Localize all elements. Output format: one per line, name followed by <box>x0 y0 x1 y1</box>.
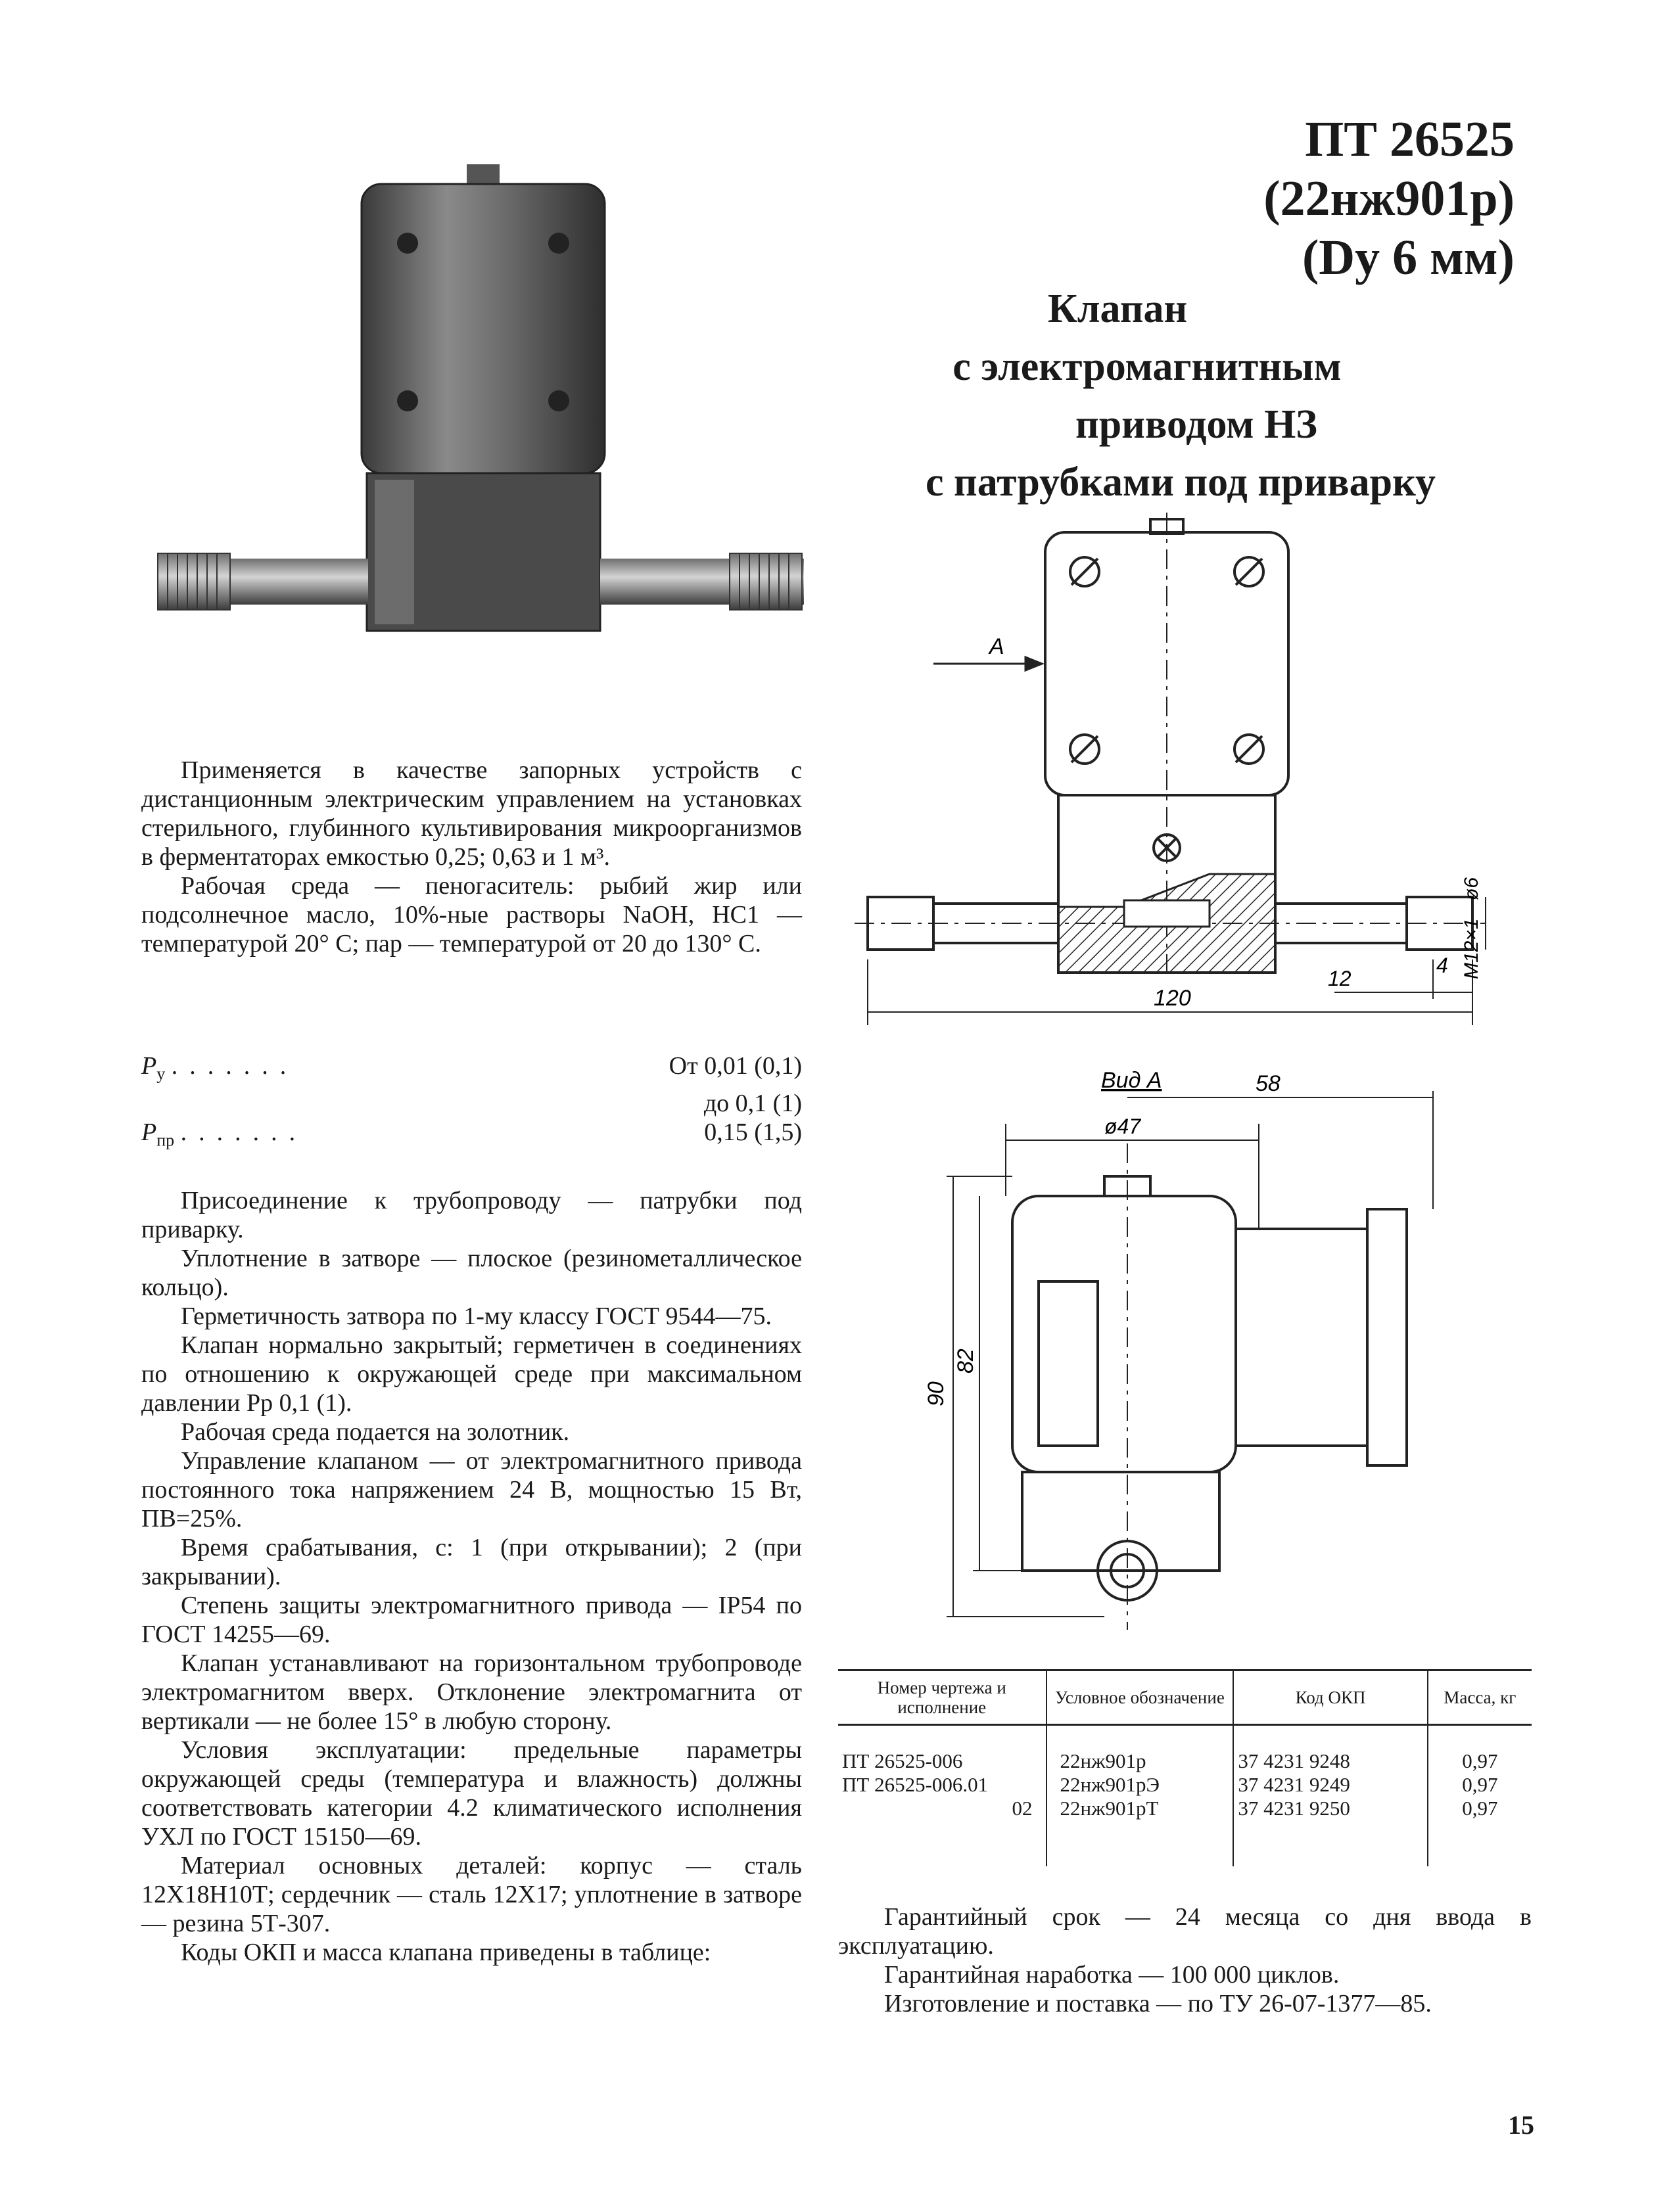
spec-medium-supply: Рабочая среда подается на золотник. <box>181 1418 570 1446</box>
table-cell-okp: 37 4231 9250 <box>1233 1797 1427 1866</box>
spec-materials: Материал основных деталей: корпус — сталь 12Х18Н10Т; сердечник — сталь 12Х17; уплотнение в затворе — резина 5Т-307. <box>141 1852 802 1937</box>
param-py-label: $P_у$ ....... <box>141 1052 298 1084</box>
okp-table <box>838 1669 1532 1866</box>
view-a-label: Вид А <box>1101 1068 1162 1093</box>
spec-response-time: Время срабатывания, с: 1 (при открывании); 2 (при закрывании). <box>141 1534 802 1590</box>
param-py-value-1: От 0,01 (0,1) <box>669 1052 802 1080</box>
table-cell-designation: 22нж901рТ <box>1046 1797 1234 1866</box>
valve-section-drawing <box>841 506 1499 1032</box>
spec-installation: Клапан устанавливают на горизонтальном трубопроводе электромагнитом вверх. Отклонение электромагнита от вертикали — не более 15° в любую сторону. <box>141 1649 802 1735</box>
dim-length-120: 120 <box>1154 986 1191 1011</box>
param-py-value-2: до 0,1 (1) <box>703 1089 802 1117</box>
table-header-okp-code: Код ОКП <box>1233 1671 1427 1725</box>
specs-block <box>141 1186 802 1967</box>
table-cell-okp: 37 4231 9248 <box>1233 1725 1427 1774</box>
description-working-medium: Рабочая среда — пеногаситель: рыбий жир или подсолнечное масло, 10%-ные растворы NaOH, НС1 — температурой 20° С; пар — температурой от 20 до 130° С. <box>141 872 802 957</box>
spec-normally-closed: Клапан нормально закрытый; герметичен в соединениях по отношению к окружающей среде при максимальном давлении Pр 0,1 (1). <box>141 1331 802 1417</box>
warranty-operating-time: Гарантийная наработка — 100 000 циклов. <box>884 1961 1340 1989</box>
table-cell-okp: 37 4231 9249 <box>1233 1773 1427 1797</box>
param-ppr-label: $P_{пр}$ ....... <box>141 1118 308 1150</box>
table-cell-drawing: 02 <box>1012 1797 1033 1820</box>
dim-diameter-47: ø47 <box>1104 1115 1141 1138</box>
table-cell-designation: 22нж901р <box>1046 1725 1234 1774</box>
table-header-mass: Масса, кг <box>1428 1671 1532 1725</box>
table-cell-mass: 0,97 <box>1428 1773 1532 1797</box>
description-block <box>141 756 802 958</box>
spec-operating-conditions: Условия эксплуатации: предельные параметры окружающей среды (температура и влажность) должны соответствовать категории 4.2 климатического исполнения УХЛ по ГОСТ 15150—69. <box>141 1736 802 1851</box>
table-cell-drawing: ПТ 26525-006.01 <box>842 1773 989 1796</box>
table-cell-mass: 0,97 <box>1428 1797 1532 1866</box>
table-cell-designation: 22нж901рЭ <box>1046 1773 1234 1797</box>
table-row <box>838 1725 1532 1774</box>
param-ppr-value: 0,15 (1,5) <box>704 1118 802 1146</box>
spec-tightness: Герметичность затвора по 1-му классу ГОСТ 9544—75. <box>181 1302 772 1330</box>
nominal-diameter: (Dу 6 мм) <box>1302 230 1515 285</box>
dim-82: 82 <box>953 1348 978 1373</box>
table-header-drawing-number: Номер чертежа и исполнение <box>838 1671 1046 1725</box>
spec-table-ref: Коды ОКП и масса клапана приведены в таблице: <box>181 1939 711 1966</box>
pressure-params <box>141 1051 802 1155</box>
warranty-block <box>838 1902 1532 2018</box>
section-arrow-label: А <box>989 634 1004 659</box>
dim-diameter-6: ø6 <box>1461 877 1482 900</box>
valve-photo <box>138 145 822 644</box>
dim-4: 4 <box>1436 954 1448 977</box>
description-application: Применяется в качестве запорных устройств с дистанционным электрическим управлением на установках стерильного, глубинного культивирования микроорганизмов в ферментаторах емкостью 0,25; 0,63 и 1 м³. <box>141 756 802 871</box>
table-header-row <box>838 1671 1532 1725</box>
dim-12: 12 <box>1328 967 1352 990</box>
table-cell-mass: 0,97 <box>1428 1725 1532 1774</box>
spec-seal: Уплотнение в затворе — плоское (резинометаллическое кольцо). <box>141 1245 802 1301</box>
table-cell-drawing: ПТ 26525-006 <box>842 1749 963 1772</box>
dim-58: 58 <box>1256 1071 1281 1096</box>
table-row <box>838 1773 1532 1797</box>
dim-thread-m12: М12×1 <box>1461 918 1482 979</box>
warranty-period: Гарантийный срок — 24 месяца со дня ввода в эксплуатацию. <box>838 1903 1532 1960</box>
spec-control: Управление клапаном — от электромагнитного привода постоянного тока напряжением 24 В, мощностью 15 Вт, ПВ=25%. <box>141 1447 802 1532</box>
spec-protection: Степень защиты электромагнитного привода — IP54 по ГОСТ 14255—69. <box>141 1592 802 1648</box>
dim-90: 90 <box>924 1381 949 1406</box>
valve-view-a-drawing <box>907 1065 1499 1649</box>
page-number: 15 <box>1508 2110 1534 2140</box>
table-row <box>838 1797 1532 1866</box>
table-header-designation: Условное обозначение <box>1046 1671 1234 1725</box>
document-code: ПТ 26525 <box>1305 112 1515 167</box>
valve-designation: (22нж901р) <box>1263 171 1515 226</box>
spec-connection: Присоединение к трубопроводу — патрубки под приварку. <box>141 1187 802 1243</box>
warranty-manufacturing: Изготовление и поставка — по ТУ 26-07-1377—85. <box>884 1990 1432 2017</box>
